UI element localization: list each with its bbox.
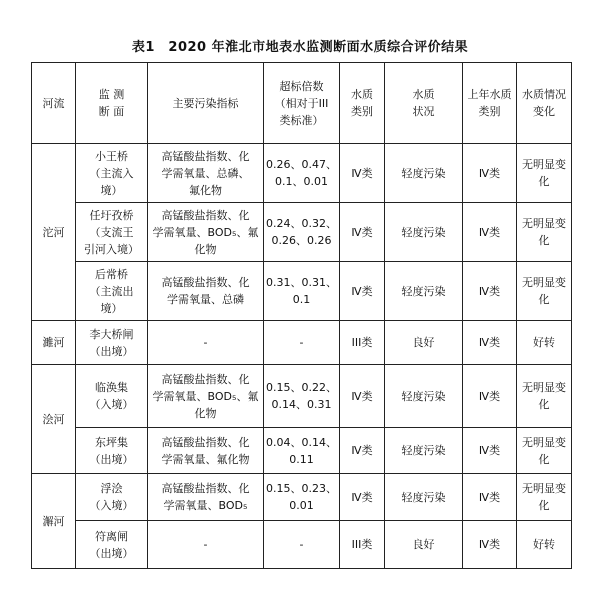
status-cell: 轻度污染 (385, 203, 463, 262)
section-cell: 浮浍 （入境） (76, 474, 148, 521)
change-cell: 好转 (517, 321, 572, 365)
change-cell: 好转 (517, 521, 572, 569)
pollutants-cell: 高锰酸盐指数、化 学需氧量、BOD₅、氟 化物 (148, 203, 264, 262)
change-cell: 无明显变 化 (517, 365, 572, 428)
table-row (32, 521, 572, 569)
pollutants-cell: 高锰酸盐指数、化 学需氧量、BOD₅、氟 化物 (148, 365, 264, 428)
status-cell: 良好 (385, 521, 463, 569)
change-cell: 无明显变 化 (517, 474, 572, 521)
pollutants-cell: 高锰酸盐指数、化 学需氧量、BOD₅ (148, 474, 264, 521)
exceed-cell: 0.15、0.22、 0.14、0.31 (264, 365, 340, 428)
exceed-cell: 0.04、0.14、 0.11 (264, 428, 340, 474)
exceed-cell: - (264, 321, 340, 365)
exceed-cell: 0.15、0.23、 0.01 (264, 474, 340, 521)
category-cell: Ⅳ类 (340, 262, 385, 321)
pollutants-cell: 高锰酸盐指数、化 学需氧量、氟化物 (148, 428, 264, 474)
header-last-category: 上年水质 类别 (463, 63, 517, 144)
last-category-cell: Ⅳ类 (463, 474, 517, 521)
table-row (32, 428, 572, 474)
exceed-cell: - (264, 521, 340, 569)
river-name: 濉河 (32, 321, 76, 365)
section-cell: 后常桥 （主流出 境） (76, 262, 148, 321)
table-row (32, 474, 572, 521)
status-cell: 轻度污染 (385, 428, 463, 474)
exceed-cell: 0.24、0.32、 0.26、0.26 (264, 203, 340, 262)
section-cell: 东坪集 （出境） (76, 428, 148, 474)
table-row (32, 203, 572, 262)
last-category-cell: Ⅳ类 (463, 428, 517, 474)
status-cell: 良好 (385, 321, 463, 365)
water-quality-table (31, 62, 572, 569)
change-cell: 无明显变 化 (517, 203, 572, 262)
section-cell: 任圩孜桥 （支流王 引河入境） (76, 203, 148, 262)
table-row (32, 144, 572, 203)
pollutants-cell: - (148, 521, 264, 569)
section-cell: 临涣集 （入境） (76, 365, 148, 428)
status-cell: 轻度污染 (385, 474, 463, 521)
pollutants-cell: 高锰酸盐指数、化 学需氧量、总磷 (148, 262, 264, 321)
status-cell: 轻度污染 (385, 144, 463, 203)
status-cell: 轻度污染 (385, 365, 463, 428)
header-river: 河流 (32, 63, 76, 144)
last-category-cell: Ⅳ类 (463, 521, 517, 569)
exceed-cell: 0.31、0.31、 0.1 (264, 262, 340, 321)
river-name: 浍河 (32, 365, 76, 474)
change-cell: 无明显变 化 (517, 428, 572, 474)
exceed-cell: 0.26、0.47、 0.1、0.01 (264, 144, 340, 203)
category-cell: III类 (340, 321, 385, 365)
river-name: 澥河 (32, 474, 76, 569)
header-pollutants: 主要污染指标 (148, 63, 264, 144)
category-cell: Ⅳ类 (340, 144, 385, 203)
table-row (32, 321, 572, 365)
category-cell: III类 (340, 521, 385, 569)
section-cell: 李大桥闸 （出境） (76, 321, 148, 365)
last-category-cell: Ⅳ类 (463, 144, 517, 203)
last-category-cell: Ⅳ类 (463, 203, 517, 262)
section-cell: 小王桥 （主流入 境） (76, 144, 148, 203)
status-cell: 轻度污染 (385, 262, 463, 321)
header-change: 水质情况 变化 (517, 63, 572, 144)
change-cell: 无明显变 化 (517, 262, 572, 321)
header-category: 水质 类别 (340, 63, 385, 144)
category-cell: Ⅳ类 (340, 428, 385, 474)
category-cell: Ⅳ类 (340, 474, 385, 521)
last-category-cell: Ⅳ类 (463, 262, 517, 321)
river-name: 沱河 (32, 144, 76, 321)
table-row (32, 262, 572, 321)
section-cell: 符离闸 （出境） (76, 521, 148, 569)
table-row (32, 365, 572, 428)
pollutants-cell: - (148, 321, 264, 365)
last-category-cell: Ⅳ类 (463, 365, 517, 428)
pollutants-cell: 高锰酸盐指数、化 学需氧量、总磷、 氟化物 (148, 144, 264, 203)
header-status: 水质 状况 (385, 63, 463, 144)
change-cell: 无明显变 化 (517, 144, 572, 203)
header-section: 监 测 断 面 (76, 63, 148, 144)
table-title: 表1 2020 年淮北市地表水监测断面水质综合评价结果 (131, 40, 469, 55)
category-cell: Ⅳ类 (340, 365, 385, 428)
last-category-cell: Ⅳ类 (463, 321, 517, 365)
category-cell: Ⅳ类 (340, 203, 385, 262)
header-row (32, 63, 572, 144)
header-exceed: 超标倍数 （相对于III 类标准） (264, 63, 340, 144)
